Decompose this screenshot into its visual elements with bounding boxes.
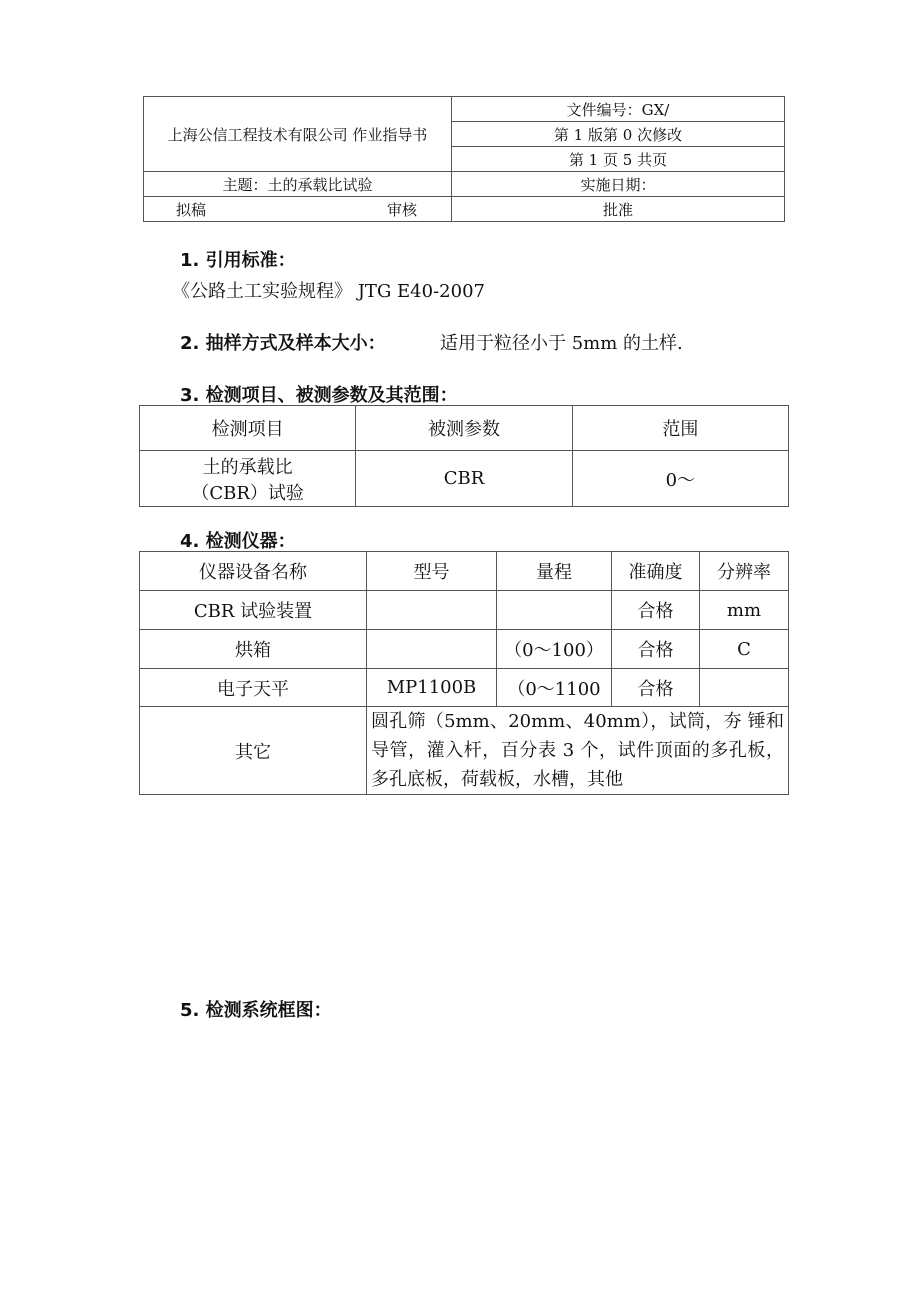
accuracy: 合格 (612, 630, 700, 669)
review-label: 审核 (298, 197, 452, 222)
range: 0～ (572, 451, 788, 507)
approve-label: 批准 (452, 197, 785, 222)
model (367, 591, 497, 630)
version: 第 1 版第 0 次修改 (452, 122, 785, 147)
other-label: 其它 (140, 707, 367, 795)
test-item: 土的承载比（CBR）试验 (140, 451, 356, 507)
model (367, 630, 497, 669)
instrument-name: 烘箱 (140, 630, 367, 669)
other-equipment: 圆孔筛（5mm、20mm、40mm），试筒，夯 锤和导管，灌入杆，百分表 3 个，试件顶面的多孔板，多孔底板，荷载板，水槽，其他 (367, 707, 789, 795)
company-title: 上海公信工程技术有限公司 作业指导书 (144, 97, 452, 172)
resolution: C (700, 630, 789, 669)
model: MP1100B (367, 669, 497, 707)
accuracy: 合格 (612, 669, 700, 707)
subject: 主题：土的承载比试验 (144, 172, 452, 197)
column-header: 准确度 (612, 552, 700, 591)
section-5-title: 5. 检测系统框图： (180, 1000, 332, 1021)
instrument-name: 电子天平 (140, 669, 367, 707)
column-header: 型号 (367, 552, 497, 591)
draft-label: 拟稿 (144, 197, 298, 222)
table-row (140, 669, 789, 707)
parameter: CBR (356, 451, 572, 507)
column-header: 分辨率 (700, 552, 789, 591)
header-table (143, 96, 785, 222)
resolution: mm (700, 591, 789, 630)
instruments-table (139, 551, 789, 795)
column-header: 量程 (497, 552, 612, 591)
table-row (140, 630, 789, 669)
table-row (140, 591, 789, 630)
sampling-text: 适用于粒径小于 5mm 的土样. (440, 333, 683, 354)
section-4-title: 4. 检测仪器： (180, 531, 296, 552)
column-header: 被测参数 (356, 406, 572, 451)
column-header: 范围 (572, 406, 788, 451)
implementation-date: 实施日期： (452, 172, 785, 197)
range: （0～100） (497, 630, 612, 669)
standard-reference: 《公路土工实验规程》 JTG E40-2007 (172, 281, 485, 302)
range: （0～1100 (497, 669, 612, 707)
page-number: 第 1 页 5 共页 (452, 147, 785, 172)
column-header: 仪器设备名称 (140, 552, 367, 591)
test-items-table (139, 405, 789, 507)
column-header: 检测项目 (140, 406, 356, 451)
resolution (700, 669, 789, 707)
accuracy: 合格 (612, 591, 700, 630)
doc-number: 文件编号：GX/ (452, 97, 785, 122)
section-1-title: 1. 引用标准： (180, 250, 296, 271)
range (497, 591, 612, 630)
section-3-title: 3. 检测项目、被测参数及其范围： (180, 385, 458, 406)
instrument-name: CBR 试验装置 (140, 591, 367, 630)
section-2-title: 2. 抽样方式及样本大小： (180, 333, 386, 354)
table-row (140, 707, 789, 795)
